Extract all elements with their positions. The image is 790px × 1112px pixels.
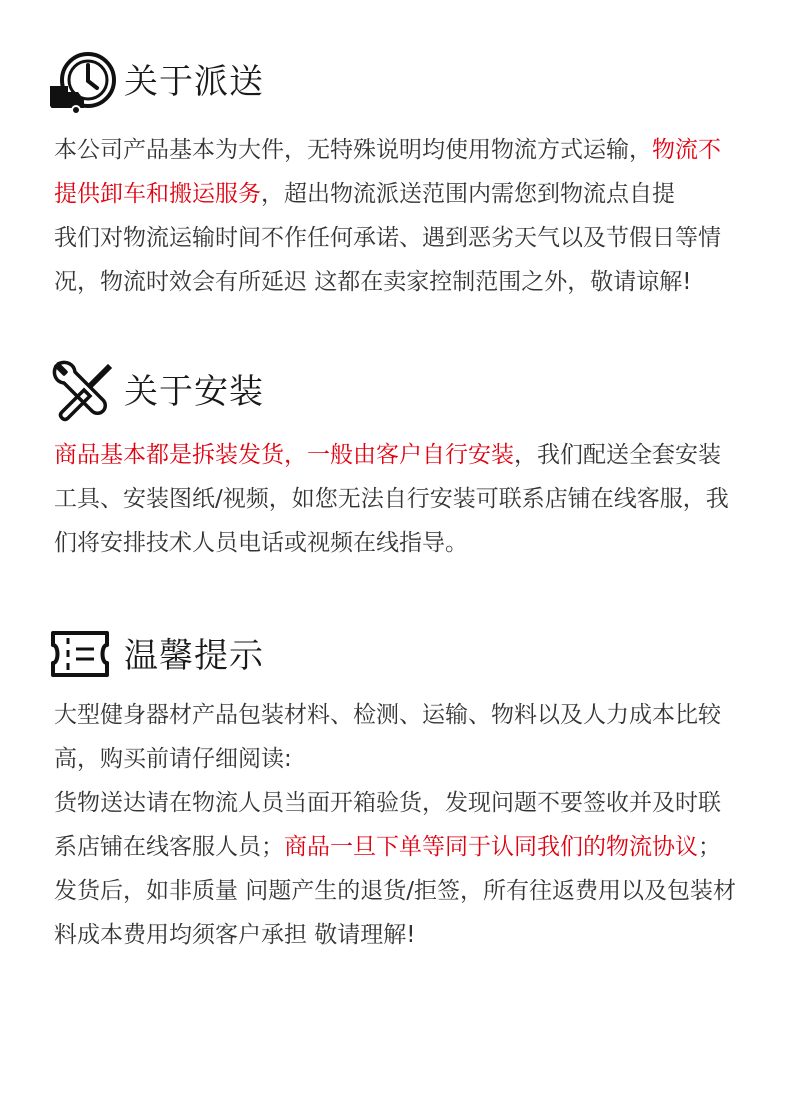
delivery-heading [0,48,790,118]
delivery-section [0,48,790,295]
highlight-text: 商品一旦下单等同于认同我们的物流协议 [284,834,698,860]
text-line: 高，购买前请仔细阅读: [54,746,292,772]
text-line: 货物送达请在物流人员当面开箱验货，发现问题不要签收并及时联 [54,790,721,816]
text-line: 我们对物流运输时间不作任何承诺、遇到恶劣天气以及节假日等情 [54,225,721,251]
text-line: 系店铺在线客服人员；商品一旦下单等同于认同我们的物流协议； [54,834,721,860]
text-line: 发货后，如非质量 问题产生的退货/拒签，所有往返费用以及包装材 [54,878,737,904]
text-line: 们将安排技术人员电话或视频在线指导。 [54,530,468,556]
text-line: 料成本费用均须客户承担 敬请理解! [54,922,416,948]
ticket-icon [50,630,110,682]
tips-heading [0,622,790,692]
section-title: 关于派送 [124,62,264,102]
installation-text [54,433,754,565]
delivery-text [54,128,754,304]
text-line: 大型健身器材产品包装材料、检测、运输、物料以及人力成本比较 [54,702,721,728]
installation-heading [0,358,790,428]
tips-section [0,622,790,948]
highlight-text: 商品基本都是拆装发货，一般由客户自行安装 [54,442,514,468]
text-line: 本公司产品基本为大件，无特殊说明均使用物流方式运输，物流不 [54,137,721,163]
wrench-screwdriver-icon [50,358,114,426]
text-line: 工具、安装图纸/视频，如您无法自行安装可联系店铺在线客服，我 [54,486,729,512]
section-title: 温馨提示 [124,636,264,676]
section-title: 关于安装 [124,372,264,412]
highlight-text: 提供卸车和搬运服务 [54,181,261,207]
highlight-text: 物流不 [652,137,721,163]
installation-section [0,358,790,556]
clock-truck-icon [50,48,118,118]
text-line: 商品基本都是拆装发货，一般由客户自行安装，我们配送全套安装 [54,442,721,468]
text-line: 况，物流时效会有所延迟 这都在卖家控制范围之外，敬请谅解! [54,269,692,295]
text-line: 提供卸车和搬运服务，超出物流派送范围内需您到物流点自提 [54,181,675,207]
tips-text [54,693,754,957]
